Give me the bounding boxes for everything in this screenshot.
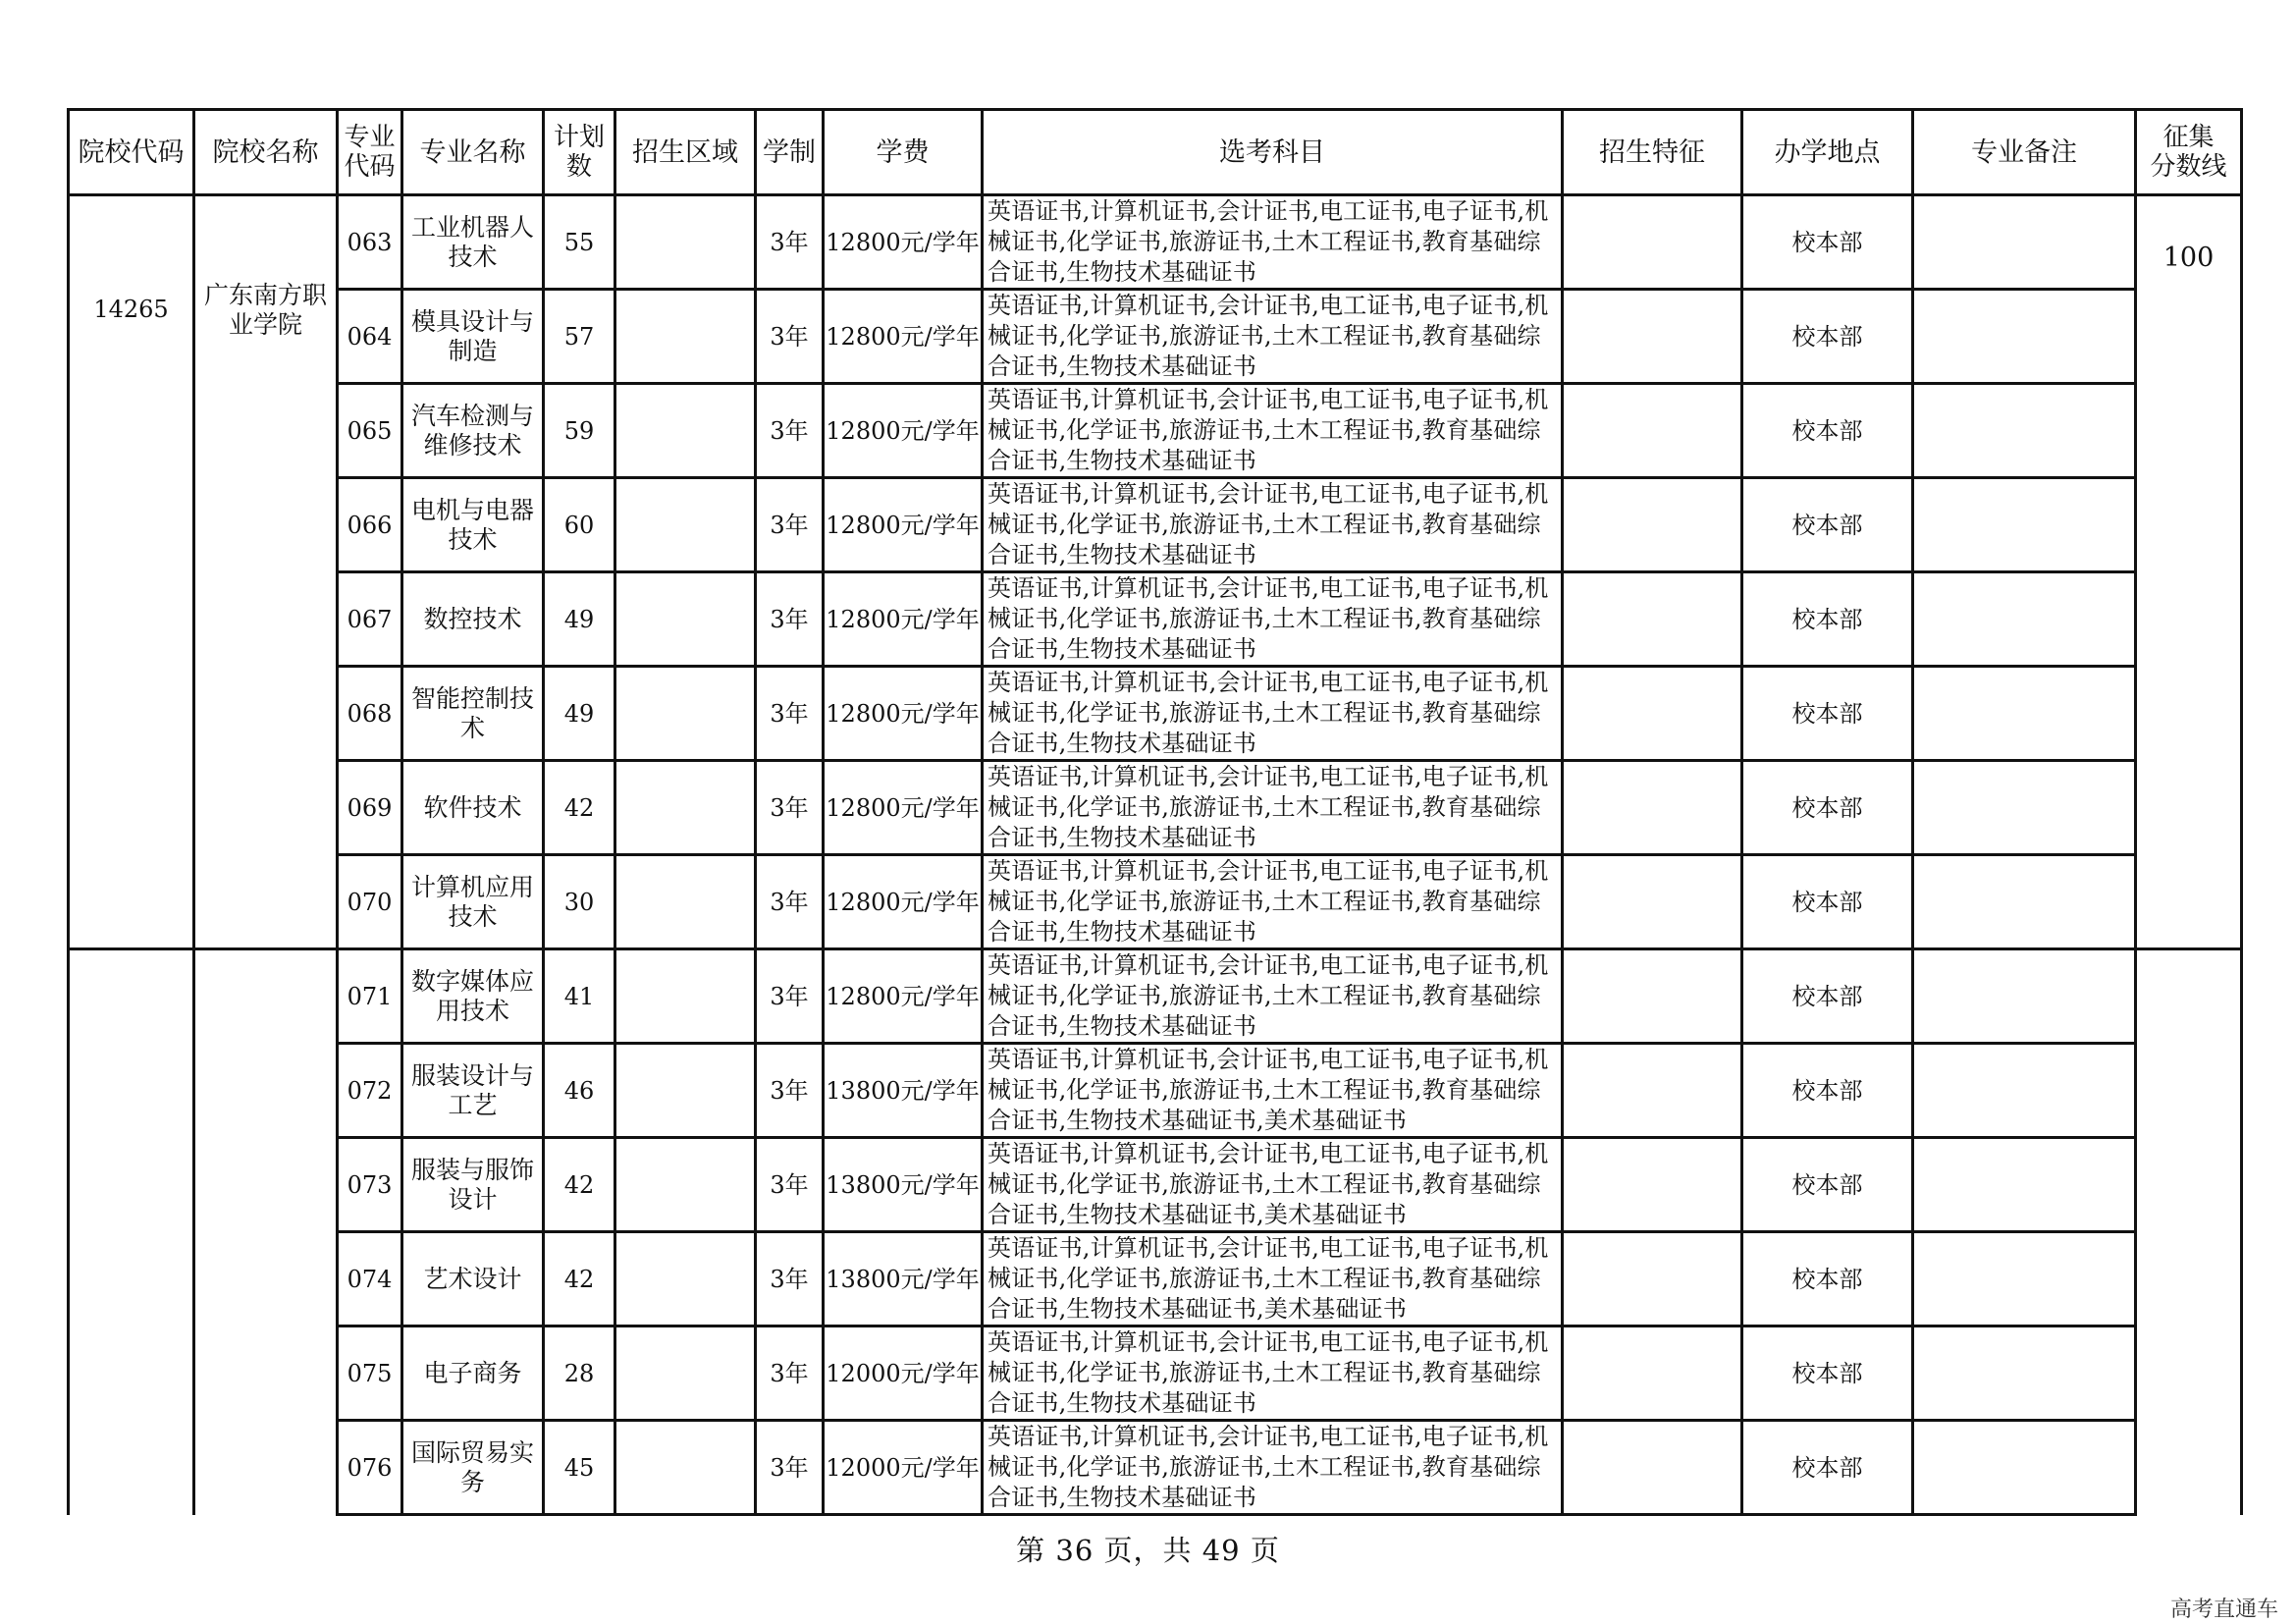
remarks-cell bbox=[1913, 384, 2136, 478]
location-cell: 校本部 bbox=[1742, 478, 1913, 572]
tuition-cell: 12800元/学年 bbox=[824, 478, 983, 572]
remarks-cell bbox=[1913, 478, 2136, 572]
region-cell bbox=[615, 572, 756, 667]
subjects-cell: 英语证书,计算机证书,会计证书,电工证书,电子证书,机械证书,化学证书,旅游证书,土木工程证书,教育基础综合证书,生物技术基础证书 bbox=[983, 572, 1563, 667]
major-name-cell: 服装设计与工艺 bbox=[402, 1044, 544, 1138]
subjects-cell: 英语证书,计算机证书,会计证书,电工证书,电子证书,机械证书,化学证书,旅游证书,土木工程证书,教育基础综合证书,生物技术基础证书 bbox=[983, 478, 1563, 572]
tuition-cell: 12000元/学年 bbox=[824, 1326, 983, 1421]
table-row bbox=[69, 195, 2242, 290]
major-name-cell: 模具设计与制造 bbox=[402, 290, 544, 384]
major-code-cell: 067 bbox=[338, 572, 402, 667]
features-cell bbox=[1563, 949, 1742, 1044]
region-cell bbox=[615, 195, 756, 290]
table-row bbox=[69, 761, 2242, 855]
header-subjects: 选考科目 bbox=[983, 110, 1563, 195]
region-cell bbox=[615, 1232, 756, 1326]
tuition-cell: 13800元/学年 bbox=[824, 1044, 983, 1138]
location-cell: 校本部 bbox=[1742, 761, 1913, 855]
table-row bbox=[69, 1044, 2242, 1138]
header-school-name: 院校名称 bbox=[194, 110, 338, 195]
tuition-cell: 12800元/学年 bbox=[824, 572, 983, 667]
remarks-cell bbox=[1913, 667, 2136, 761]
plan-count-cell: 55 bbox=[544, 195, 615, 290]
duration-cell: 3年 bbox=[756, 384, 824, 478]
features-cell bbox=[1563, 572, 1742, 667]
table-row bbox=[69, 1232, 2242, 1326]
school-name-cell: 广东南方职业学院 bbox=[194, 195, 338, 949]
subjects-cell: 英语证书,计算机证书,会计证书,电工证书,电子证书,机械证书,化学证书,旅游证书,土木工程证书,教育基础综合证书,生物技术基础证书 bbox=[983, 384, 1563, 478]
major-name-cell: 艺术设计 bbox=[402, 1232, 544, 1326]
location-cell: 校本部 bbox=[1742, 855, 1913, 949]
tuition-cell: 12800元/学年 bbox=[824, 195, 983, 290]
features-cell bbox=[1563, 1421, 1742, 1515]
school-code-cell: 14265 bbox=[69, 195, 194, 949]
header-school-code: 院校代码 bbox=[69, 110, 194, 195]
subjects-cell: 英语证书,计算机证书,会计证书,电工证书,电子证书,机械证书,化学证书,旅游证书,土木工程证书,教育基础综合证书,生物技术基础证书 bbox=[983, 949, 1563, 1044]
header-major-name: 专业名称 bbox=[402, 110, 544, 195]
tuition-cell: 12800元/学年 bbox=[824, 761, 983, 855]
header-major-code: 专业 代码 bbox=[338, 110, 402, 195]
duration-cell: 3年 bbox=[756, 1421, 824, 1515]
major-name-cell: 服装与服饰设计 bbox=[402, 1138, 544, 1232]
duration-cell: 3年 bbox=[756, 1138, 824, 1232]
remarks-cell bbox=[1913, 855, 2136, 949]
header-location: 办学地点 bbox=[1742, 110, 1913, 195]
major-name-cell: 电机与电器技术 bbox=[402, 478, 544, 572]
subjects-cell: 英语证书,计算机证书,会计证书,电工证书,电子证书,机械证书,化学证书,旅游证书,土木工程证书,教育基础综合证书,生物技术基础证书,美术基础证书 bbox=[983, 1232, 1563, 1326]
tuition-cell: 13800元/学年 bbox=[824, 1232, 983, 1326]
table-row bbox=[69, 1326, 2242, 1421]
region-cell bbox=[615, 667, 756, 761]
duration-cell: 3年 bbox=[756, 478, 824, 572]
table-row bbox=[69, 290, 2242, 384]
school-name-cell-continued bbox=[194, 949, 338, 1515]
plan-count-cell: 49 bbox=[544, 667, 615, 761]
region-cell bbox=[615, 1421, 756, 1515]
major-code-cell: 073 bbox=[338, 1138, 402, 1232]
plan-count-cell: 49 bbox=[544, 572, 615, 667]
remarks-cell bbox=[1913, 572, 2136, 667]
table-row bbox=[69, 384, 2242, 478]
subjects-cell: 英语证书,计算机证书,会计证书,电工证书,电子证书,机械证书,化学证书,旅游证书,土木工程证书,教育基础综合证书,生物技术基础证书 bbox=[983, 290, 1563, 384]
subjects-cell: 英语证书,计算机证书,会计证书,电工证书,电子证书,机械证书,化学证书,旅游证书,土木工程证书,教育基础综合证书,生物技术基础证书 bbox=[983, 195, 1563, 290]
major-name-cell: 软件技术 bbox=[402, 761, 544, 855]
major-name-cell: 电子商务 bbox=[402, 1326, 544, 1421]
plan-count-cell: 57 bbox=[544, 290, 615, 384]
major-name-cell: 国际贸易实务 bbox=[402, 1421, 544, 1515]
remarks-cell bbox=[1913, 1044, 2136, 1138]
region-cell bbox=[615, 478, 756, 572]
features-cell bbox=[1563, 855, 1742, 949]
header-tuition: 学费 bbox=[824, 110, 983, 195]
header-region: 招生区域 bbox=[615, 110, 756, 195]
duration-cell: 3年 bbox=[756, 855, 824, 949]
duration-cell: 3年 bbox=[756, 1044, 824, 1138]
header-plan: 计划 数 bbox=[544, 110, 615, 195]
table-row bbox=[69, 1421, 2242, 1515]
plan-count-cell: 28 bbox=[544, 1326, 615, 1421]
plan-count-cell: 60 bbox=[544, 478, 615, 572]
duration-cell: 3年 bbox=[756, 572, 824, 667]
duration-cell: 3年 bbox=[756, 667, 824, 761]
location-cell: 校本部 bbox=[1742, 1421, 1913, 1515]
score-line-cell: 100 bbox=[2136, 195, 2242, 949]
plan-count-cell: 42 bbox=[544, 1232, 615, 1326]
major-code-cell: 065 bbox=[338, 384, 402, 478]
tuition-cell: 12800元/学年 bbox=[824, 384, 983, 478]
subjects-cell: 英语证书,计算机证书,会计证书,电工证书,电子证书,机械证书,化学证书,旅游证书,土木工程证书,教育基础综合证书,生物技术基础证书 bbox=[983, 1421, 1563, 1515]
watermark: 高考直通车 bbox=[2169, 1597, 2278, 1622]
major-name-cell: 工业机器人技术 bbox=[402, 195, 544, 290]
duration-cell: 3年 bbox=[756, 761, 824, 855]
subjects-cell: 英语证书,计算机证书,会计证书,电工证书,电子证书,机械证书,化学证书,旅游证书,土木工程证书,教育基础综合证书,生物技术基础证书 bbox=[983, 667, 1563, 761]
features-cell bbox=[1563, 667, 1742, 761]
features-cell bbox=[1563, 384, 1742, 478]
location-cell: 校本部 bbox=[1742, 1138, 1913, 1232]
major-name-cell: 数控技术 bbox=[402, 572, 544, 667]
duration-cell: 3年 bbox=[756, 1232, 824, 1326]
major-name-cell: 智能控制技术 bbox=[402, 667, 544, 761]
major-code-cell: 071 bbox=[338, 949, 402, 1044]
major-code-cell: 072 bbox=[338, 1044, 402, 1138]
region-cell bbox=[615, 949, 756, 1044]
table-row bbox=[69, 572, 2242, 667]
table-row bbox=[69, 667, 2242, 761]
header-remarks: 专业备注 bbox=[1913, 110, 2136, 195]
major-code-cell: 070 bbox=[338, 855, 402, 949]
features-cell bbox=[1563, 1044, 1742, 1138]
table-row bbox=[69, 1138, 2242, 1232]
plan-count-cell: 41 bbox=[544, 949, 615, 1044]
subjects-cell: 英语证书,计算机证书,会计证书,电工证书,电子证书,机械证书,化学证书,旅游证书,土木工程证书,教育基础综合证书,生物技术基础证书 bbox=[983, 1326, 1563, 1421]
school-code-cell-continued bbox=[69, 949, 194, 1515]
header-score-line: 征集 分数线 bbox=[2136, 110, 2242, 195]
subjects-cell: 英语证书,计算机证书,会计证书,电工证书,电子证书,机械证书,化学证书,旅游证书,土木工程证书,教育基础综合证书,生物技术基础证书 bbox=[983, 855, 1563, 949]
major-code-cell: 066 bbox=[338, 478, 402, 572]
header-features: 招生特征 bbox=[1563, 110, 1742, 195]
features-cell bbox=[1563, 1326, 1742, 1421]
plan-count-cell: 30 bbox=[544, 855, 615, 949]
region-cell bbox=[615, 384, 756, 478]
major-name-cell: 计算机应用技术 bbox=[402, 855, 544, 949]
location-cell: 校本部 bbox=[1742, 949, 1913, 1044]
features-cell bbox=[1563, 1232, 1742, 1326]
location-cell: 校本部 bbox=[1742, 1044, 1913, 1138]
score-line-cell-continued bbox=[2136, 949, 2242, 1515]
location-cell: 校本部 bbox=[1742, 667, 1913, 761]
plan-count-cell: 46 bbox=[544, 1044, 615, 1138]
location-cell: 校本部 bbox=[1742, 1326, 1913, 1421]
features-cell bbox=[1563, 1138, 1742, 1232]
subjects-cell: 英语证书,计算机证书,会计证书,电工证书,电子证书,机械证书,化学证书,旅游证书,土木工程证书,教育基础综合证书,生物技术基础证书,美术基础证书 bbox=[983, 1044, 1563, 1138]
subjects-cell: 英语证书,计算机证书,会计证书,电工证书,电子证书,机械证书,化学证书,旅游证书,土木工程证书,教育基础综合证书,生物技术基础证书 bbox=[983, 761, 1563, 855]
plan-count-cell: 42 bbox=[544, 1138, 615, 1232]
admission-table-sheet bbox=[67, 108, 2240, 1511]
features-cell bbox=[1563, 761, 1742, 855]
region-cell bbox=[615, 1044, 756, 1138]
remarks-cell bbox=[1913, 761, 2136, 855]
location-cell: 校本部 bbox=[1742, 572, 1913, 667]
location-cell: 校本部 bbox=[1742, 384, 1913, 478]
region-cell bbox=[615, 290, 756, 384]
features-cell bbox=[1563, 290, 1742, 384]
subjects-cell: 英语证书,计算机证书,会计证书,电工证书,电子证书,机械证书,化学证书,旅游证书,土木工程证书,教育基础综合证书,生物技术基础证书,美术基础证书 bbox=[983, 1138, 1563, 1232]
major-name-cell: 数字媒体应用技术 bbox=[402, 949, 544, 1044]
location-cell: 校本部 bbox=[1742, 1232, 1913, 1326]
table-row bbox=[69, 855, 2242, 949]
remarks-cell bbox=[1913, 1421, 2136, 1515]
tuition-cell: 12800元/学年 bbox=[824, 290, 983, 384]
major-code-cell: 064 bbox=[338, 290, 402, 384]
major-code-cell: 068 bbox=[338, 667, 402, 761]
table-row bbox=[69, 478, 2242, 572]
features-cell bbox=[1563, 478, 1742, 572]
tuition-cell: 12800元/学年 bbox=[824, 667, 983, 761]
page-footer: 第 36 页，共 49 页 bbox=[1016, 1534, 1280, 1567]
plan-count-cell: 45 bbox=[544, 1421, 615, 1515]
admission-table bbox=[67, 108, 2243, 1516]
duration-cell: 3年 bbox=[756, 949, 824, 1044]
remarks-cell bbox=[1913, 949, 2136, 1044]
duration-cell: 3年 bbox=[756, 290, 824, 384]
plan-count-cell: 59 bbox=[544, 384, 615, 478]
region-cell bbox=[615, 1138, 756, 1232]
remarks-cell bbox=[1913, 1326, 2136, 1421]
header-duration: 学制 bbox=[756, 110, 824, 195]
plan-count-cell: 42 bbox=[544, 761, 615, 855]
remarks-cell bbox=[1913, 1138, 2136, 1232]
table-row bbox=[69, 949, 2242, 1044]
tuition-cell: 13800元/学年 bbox=[824, 1138, 983, 1232]
major-code-cell: 074 bbox=[338, 1232, 402, 1326]
header-row bbox=[69, 110, 2242, 195]
tuition-cell: 12800元/学年 bbox=[824, 949, 983, 1044]
tuition-cell: 12800元/学年 bbox=[824, 855, 983, 949]
remarks-cell bbox=[1913, 195, 2136, 290]
duration-cell: 3年 bbox=[756, 1326, 824, 1421]
major-code-cell: 075 bbox=[338, 1326, 402, 1421]
major-name-cell: 汽车检测与维修技术 bbox=[402, 384, 544, 478]
region-cell bbox=[615, 855, 756, 949]
remarks-cell bbox=[1913, 290, 2136, 384]
location-cell: 校本部 bbox=[1742, 290, 1913, 384]
major-code-cell: 063 bbox=[338, 195, 402, 290]
region-cell bbox=[615, 1326, 756, 1421]
tuition-cell: 12000元/学年 bbox=[824, 1421, 983, 1515]
major-code-cell: 076 bbox=[338, 1421, 402, 1515]
duration-cell: 3年 bbox=[756, 195, 824, 290]
major-code-cell: 069 bbox=[338, 761, 402, 855]
remarks-cell bbox=[1913, 1232, 2136, 1326]
features-cell bbox=[1563, 195, 1742, 290]
region-cell bbox=[615, 761, 756, 855]
location-cell: 校本部 bbox=[1742, 195, 1913, 290]
